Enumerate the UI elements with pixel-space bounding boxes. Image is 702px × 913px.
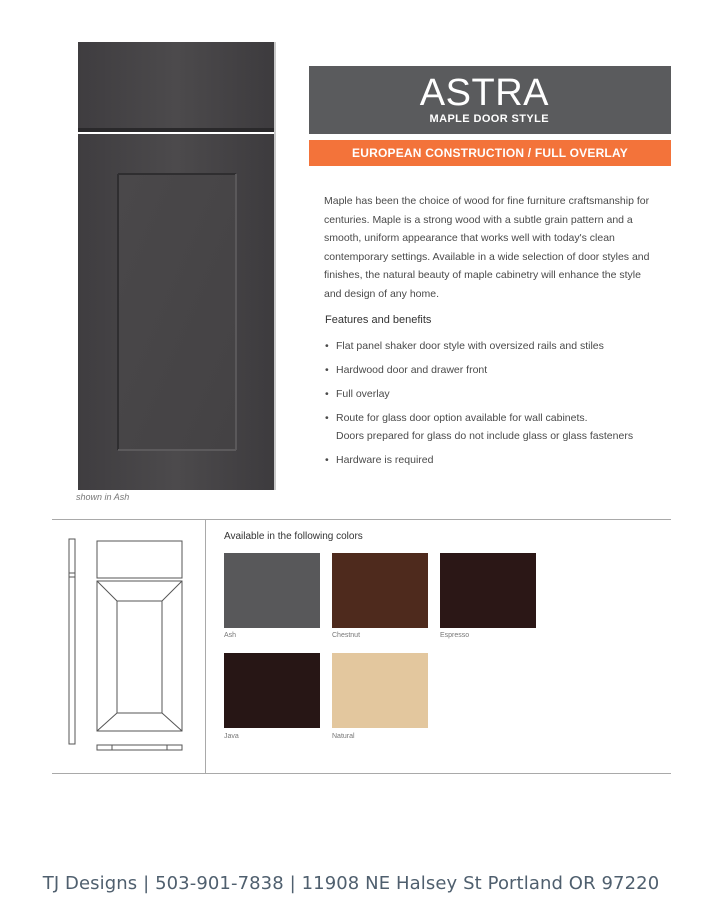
features-heading: Features and benefits bbox=[325, 314, 432, 326]
bottom-profile bbox=[97, 745, 182, 750]
feature-item: • Flat panel shaker door style with oversized rails and stiles bbox=[325, 337, 665, 355]
panel-outline bbox=[117, 601, 162, 713]
swatch-label-natural: Natural bbox=[332, 733, 355, 740]
door-outline bbox=[97, 581, 182, 731]
colors-heading: Available in the following colors bbox=[224, 531, 363, 542]
photo-caption: shown in Ash bbox=[76, 492, 130, 502]
bullet: • bbox=[325, 388, 329, 400]
title-block bbox=[309, 66, 671, 134]
bullet: • bbox=[325, 412, 329, 424]
door-panel bbox=[118, 174, 236, 450]
door-line-drawing bbox=[62, 535, 192, 755]
feature-item: • Hardware is required bbox=[325, 451, 665, 469]
swatch-natural bbox=[332, 653, 428, 728]
construction-banner-text: EUROPEAN CONSTRUCTION / FULL OVERLAY bbox=[352, 146, 628, 160]
swatch-java bbox=[224, 653, 320, 728]
feature-item: • Full overlay bbox=[325, 385, 665, 403]
divider-top bbox=[52, 519, 671, 520]
swatch-label-chestnut: Chestnut bbox=[332, 632, 361, 639]
swatch-label-espresso: Espresso bbox=[440, 632, 470, 639]
swatch-chestnut bbox=[332, 553, 428, 628]
drawer-front bbox=[78, 42, 274, 130]
footer-contact: TJ Designs | 503-901-7838 | 11908 NE Halsey St Portland OR 97220 bbox=[42, 873, 660, 894]
product-title: ASTRA bbox=[419, 72, 549, 114]
features-list bbox=[325, 337, 665, 475]
drawer-outline bbox=[97, 541, 182, 578]
product-subtitle: MAPLE DOOR STYLE bbox=[429, 113, 549, 125]
door-photo bbox=[78, 42, 276, 490]
construction-banner bbox=[309, 140, 671, 166]
swatch-label-ash: Ash bbox=[224, 632, 237, 639]
swatch-label-java: Java bbox=[224, 733, 239, 740]
divider-vertical bbox=[205, 519, 206, 773]
divider-bottom bbox=[52, 773, 671, 774]
bullet: • bbox=[325, 340, 329, 352]
swatch-ash bbox=[224, 553, 320, 628]
side-profile bbox=[69, 539, 75, 744]
bullet: • bbox=[325, 454, 329, 466]
feature-item: • Route for glass door option available for wall cabinets. Doors prepared for glass do not include glass or glass fasteners bbox=[325, 409, 665, 445]
feature-item: • Hardwood door and drawer front bbox=[325, 361, 665, 379]
swatch-espresso bbox=[440, 553, 536, 628]
bullet: • bbox=[325, 364, 329, 376]
description-paragraph: Maple has been the choice of wood for fine furniture craftsmanship for centuries. Maple is a strong wood with a subtle grain pattern and a smooth, uniform appearance that works well with today's clean contemporary settings. Available in a wide selection of door styles and finishes, the natural beauty of maple cabinetry will enhance the style and design of any home. bbox=[324, 195, 650, 300]
